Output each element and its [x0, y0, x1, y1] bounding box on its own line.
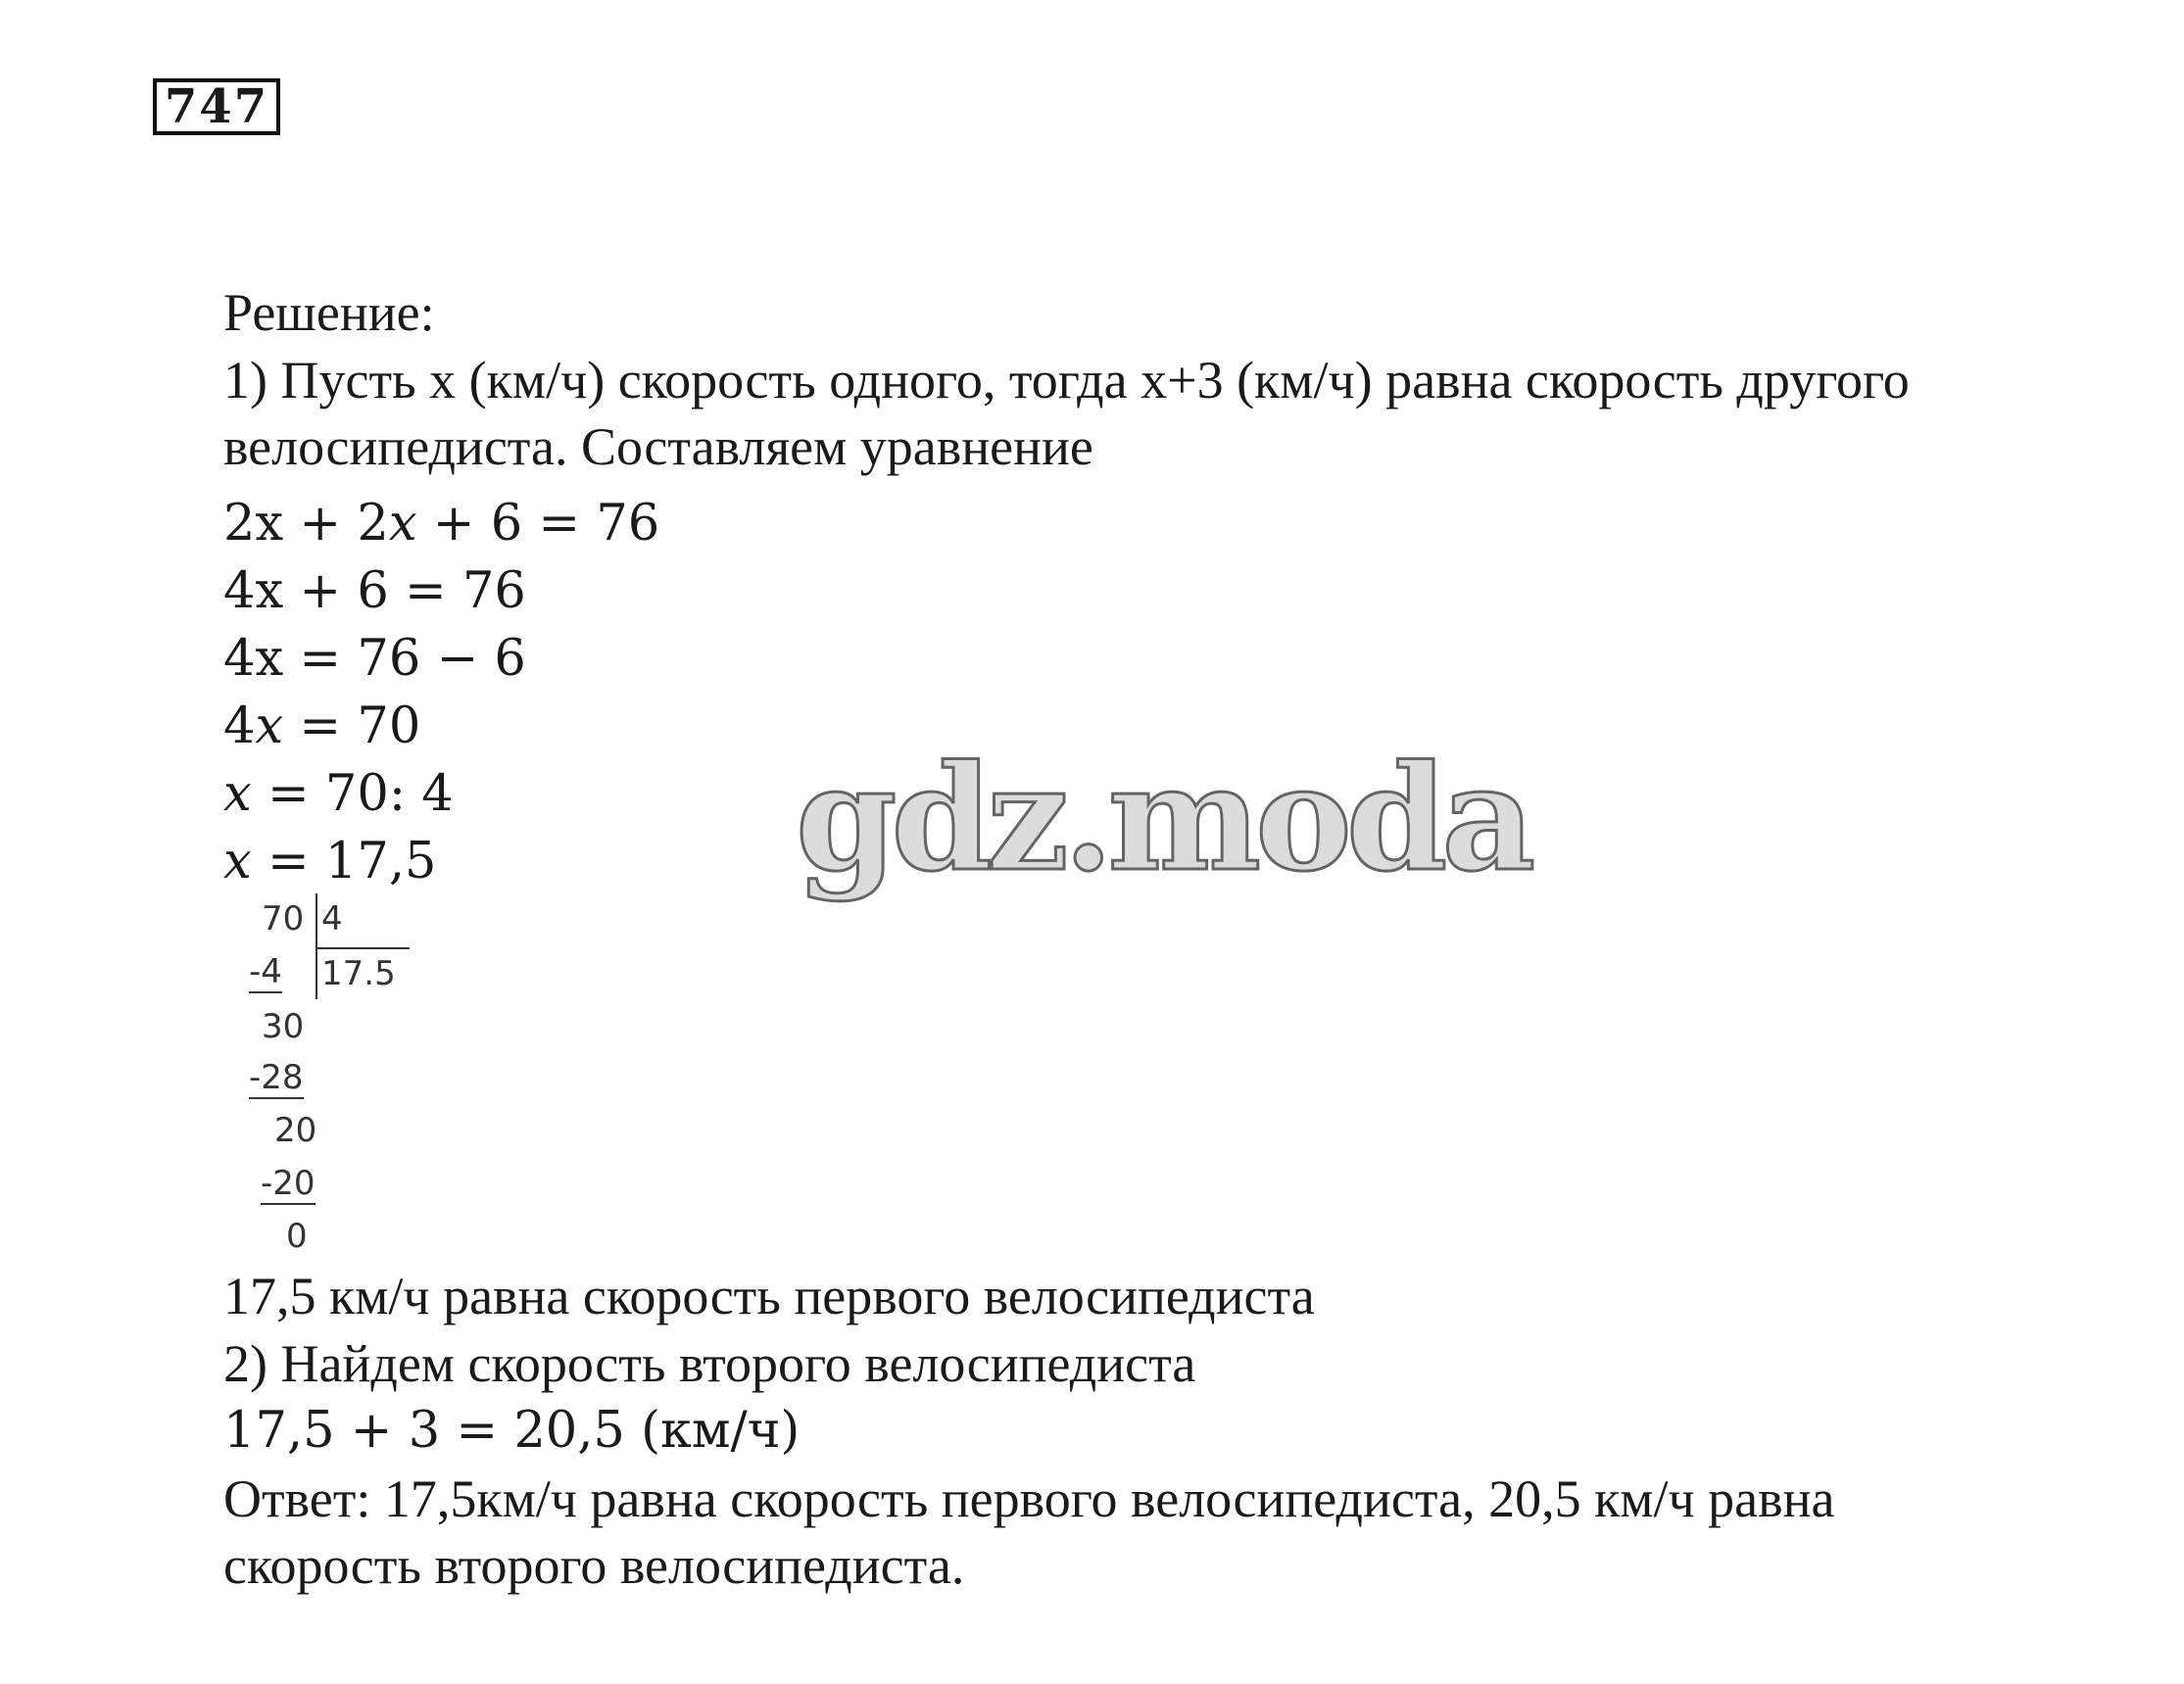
- equation-5: 𝑥 = 70: 4: [223, 765, 454, 823]
- equation-2: 4x + 6 = 76: [223, 562, 526, 620]
- division-dividend: 70: [262, 899, 305, 938]
- division-remainder-1: 30: [262, 1007, 305, 1046]
- division-quotient: 17.5: [321, 954, 396, 993]
- step1-line1: 1) Пусть x (км/ч) скорость одного, тогда x+3 (км/ч) равна скорость другого: [223, 351, 1910, 409]
- answer-line1: Ответ: 17,5км/ч равна скорость первого велосипедиста, 20,5 км/ч равна: [223, 1469, 1835, 1528]
- equation-6: 𝑥 = 17,5: [223, 833, 437, 890]
- result-line: 17,5 км/ч равна скорость первого велосипедиста: [223, 1267, 1315, 1325]
- division-horizontal-line: [315, 947, 410, 949]
- problem-number-box: 747: [153, 78, 280, 135]
- answer-line2: скорость второго велосипедиста.: [223, 1536, 965, 1595]
- watermark-logo: gdz.moda: [796, 733, 1530, 903]
- equation-1: 2x + 2𝑥 + 6 = 76: [223, 495, 660, 553]
- division-subtract-2: -28: [249, 1058, 304, 1097]
- division-remainder-2: 20: [274, 1111, 317, 1150]
- equation-3: 4x = 76 − 6: [223, 630, 526, 688]
- step2-equation: 17,5 + 3 = 20,5 (км/ч): [223, 1402, 801, 1460]
- solution-heading: Решение:: [223, 283, 435, 342]
- equation-4: 4𝑥 = 70: [223, 698, 421, 755]
- step1-line2: велосипедиста. Составляем уравнение: [223, 417, 1093, 476]
- division-divisor: 4: [321, 899, 343, 938]
- division-subtract-1: -4: [249, 952, 282, 991]
- division-subtract-3: -20: [261, 1164, 315, 1203]
- step2-line: 2) Найдем скорость второго велосипедиста: [223, 1334, 1196, 1393]
- division-vertical-line: [315, 893, 317, 999]
- division-remainder-3: 0: [286, 1217, 308, 1256]
